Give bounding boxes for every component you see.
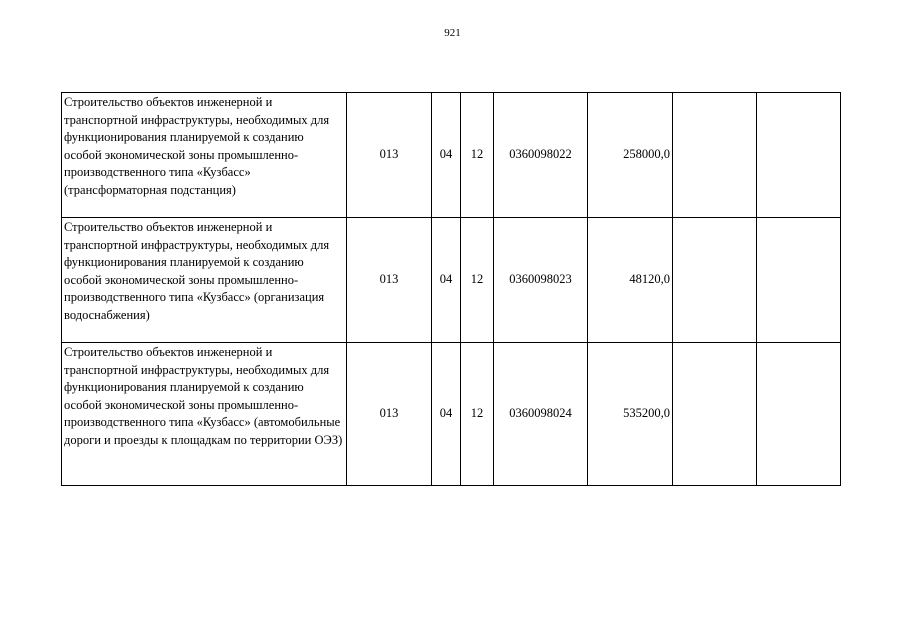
row-name-cell: Строительство объектов инженерной и транспортной инфраструктуры, необходимых для функционирования планируемой к созданию особой экономической зоны промышленно-производственного типа «Кузбасс» (трансформаторная подстанция) [62, 93, 347, 218]
ministry-code-cell: 013 [347, 343, 432, 486]
empty-cell [673, 218, 757, 343]
ministry-code-cell: 013 [347, 93, 432, 218]
table-row [62, 218, 841, 343]
ministry-code-cell: 013 [347, 218, 432, 343]
target-article-cell: 0360098024 [494, 343, 588, 486]
subsection-code-cell: 12 [461, 93, 494, 218]
page-number: 921 [444, 27, 461, 39]
amount-cell: 535200,0 [588, 343, 673, 486]
empty-cell [757, 218, 841, 343]
row-name-cell: Строительство объектов инженерной и транспортной инфраструктуры, необходимых для функционирования планируемой к созданию особой экономической зоны промышленно-производственного типа «Кузбасс» (автомобильные дороги и проезды к площадкам по территории ОЭЗ) [62, 343, 347, 486]
table-row [62, 343, 841, 486]
section-code-cell: 04 [432, 343, 461, 486]
empty-cell [673, 343, 757, 486]
budget-table [61, 92, 841, 486]
row-name-cell: Строительство объектов инженерной и транспортной инфраструктуры, необходимых для функционирования планируемой к созданию особой экономической зоны промышленно-производственного типа «Кузбасс» (организация водоснабжения) [62, 218, 347, 343]
empty-cell [757, 343, 841, 486]
amount-cell: 258000,0 [588, 93, 673, 218]
amount-cell: 48120,0 [588, 218, 673, 343]
target-article-cell: 0360098023 [494, 218, 588, 343]
table-row [62, 93, 841, 218]
section-code-cell: 04 [432, 218, 461, 343]
target-article-cell: 0360098022 [494, 93, 588, 218]
subsection-code-cell: 12 [461, 343, 494, 486]
empty-cell [673, 93, 757, 218]
section-code-cell: 04 [432, 93, 461, 218]
empty-cell [757, 93, 841, 218]
subsection-code-cell: 12 [461, 218, 494, 343]
